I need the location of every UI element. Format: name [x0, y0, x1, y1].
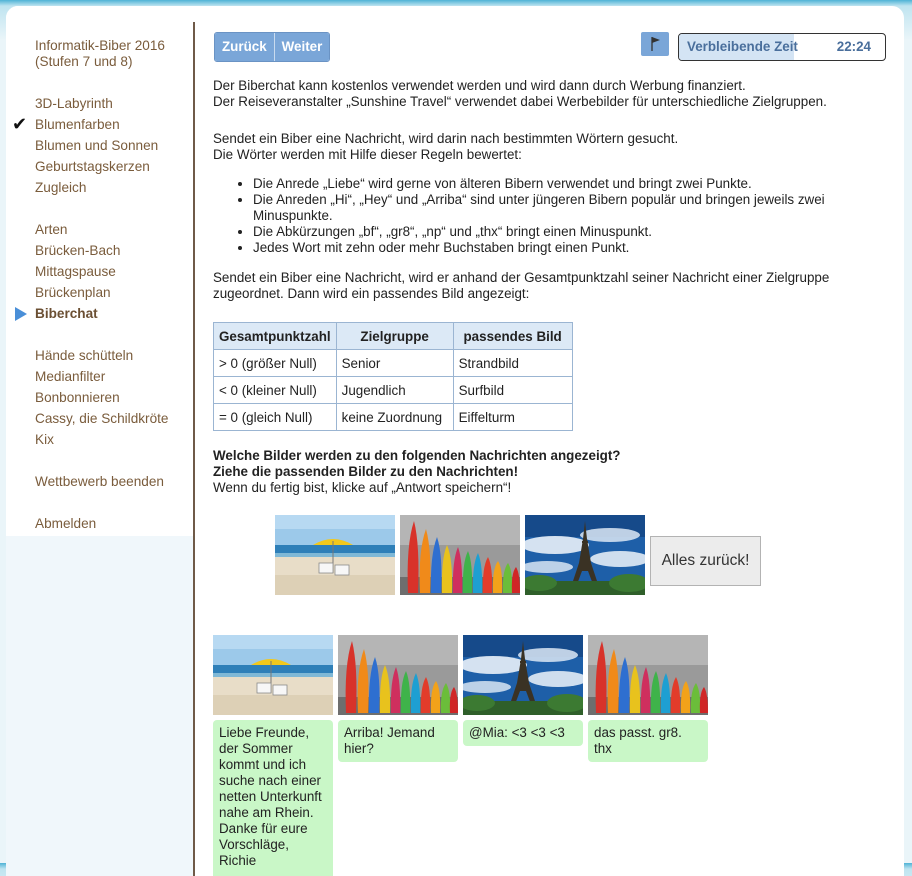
sidebar-item-bonbonnieren[interactable]: Bonbonnieren	[35, 390, 120, 405]
draggable-beach-image[interactable]	[275, 515, 395, 595]
surfboards-image	[588, 635, 708, 715]
rule-item: • Die Anreden „Hi“, „Hey“ und „Arriba“ sind unter jüngeren Bibern populär und bringen jeweils zwei Minuspunkte.	[253, 192, 876, 224]
sidebar-item-geburtstagskerzen[interactable]: Geburtstagskerzen	[35, 159, 150, 174]
sidebar-item-wettbewerb-beenden[interactable]: Wettbewerb beenden	[35, 474, 164, 489]
table-header: Gesamtpunktzahl	[214, 323, 337, 350]
sidebar-item-cassy-die-schildkröte[interactable]: Cassy, die Schildkröte	[35, 411, 169, 426]
table-cell: Strandbild	[453, 350, 572, 377]
intro-line: Der Biberchat kann kostenlos verwendet werden und wird dann durch Werbung finanziert.	[213, 78, 746, 93]
table-row	[214, 377, 573, 404]
table-cell: Senior	[336, 350, 453, 377]
table-header: passendes Bild	[453, 323, 572, 350]
surfboards-image	[400, 515, 520, 595]
app-frame	[6, 6, 904, 876]
sidebar-item-medianfilter[interactable]: Medianfilter	[35, 369, 106, 384]
sidebar-item-arten[interactable]: Arten	[35, 222, 68, 237]
table-row	[214, 404, 573, 431]
intro-text	[213, 78, 893, 110]
sidebar-item-brücken-bach[interactable]: Brücken-Bach	[35, 243, 121, 258]
next-button[interactable]: Weiter	[275, 33, 330, 61]
sidebar-item-kix[interactable]: Kix	[35, 432, 54, 447]
question-line: Ziehe die passenden Bilder zu den Nachrichten!	[213, 464, 519, 479]
message-2-bubble: Arriba! Jemand hier?	[338, 720, 458, 762]
eiffel-tower-image	[525, 515, 645, 595]
table-cell: Surfbild	[453, 377, 572, 404]
flag-button[interactable]	[641, 32, 669, 56]
intro-line: Der Reiseveranstalter „Sunshine Travel“ verwendet dabei Werbebilder für unterschiedliche Zielgruppen.	[213, 94, 827, 109]
assignment-text	[213, 270, 893, 302]
contest-title	[35, 38, 165, 70]
contest-title-line1: Informatik-Biber 2016	[35, 38, 165, 53]
table-cell: > 0 (größer Null)	[214, 350, 337, 377]
timer-value: 22:24	[836, 39, 871, 54]
sidebar-item-blumen-und-sonnen[interactable]: Blumen und Sonnen	[35, 138, 159, 153]
beach-image	[213, 635, 333, 715]
sidebar-item-blumenfarben[interactable]: Blumenfarben	[35, 117, 120, 132]
remaining-time	[678, 33, 886, 61]
surfboards-image	[338, 635, 458, 715]
sidebar-item-abmelden[interactable]: Abmelden	[35, 516, 97, 531]
rule-item: • Die Anrede „Liebe“ wird gerne von älteren Bibern verwendet und bringt zwei Punkte.	[253, 176, 876, 192]
rule-item: • Jedes Wort mit zehn oder mehr Buchstaben bringt einen Punkt.	[253, 240, 876, 256]
sidebar	[6, 6, 194, 536]
beach-image	[275, 515, 395, 595]
task-question	[213, 448, 893, 496]
sidebar-item-hände-schütteln[interactable]: Hände schütteln	[35, 348, 134, 363]
message-4-drop-image[interactable]	[588, 635, 708, 715]
eiffel-tower-image	[463, 635, 583, 715]
message-1-drop-image[interactable]	[213, 635, 333, 715]
contest-title-line2: (Stufen 7 und 8)	[35, 54, 133, 69]
assign-line: Sendet ein Biber eine Nachricht, wird er anhand der Gesamtpunktzahl seiner Nachricht einer Zielgruppe	[213, 270, 830, 285]
message-3-drop-image[interactable]	[463, 635, 583, 715]
table-header: Zielgruppe	[336, 323, 453, 350]
assign-line: zugeordnet. Dann wird ein passendes Bild angezeigt:	[213, 286, 530, 301]
message-1-bubble: Liebe Freunde, der Sommer kommt und ich suche nach einer netten Unterkunft nahe am Rhein. Danke für eure Vorschläge, Richie	[213, 720, 333, 876]
table-cell: = 0 (gleich Null)	[214, 404, 337, 431]
intro-line: Die Wörter werden mit Hilfe dieser Regeln bewertet:	[213, 147, 522, 162]
rules-list	[231, 176, 876, 256]
rule-item: • Die Abkürzungen „bf“, „gr8“, „np“ und „thx“ bringt einen Minuspunkt.	[253, 224, 876, 240]
sidebar-item-3d-labyrinth[interactable]: 3D-Labyrinth	[35, 96, 113, 111]
table-row	[214, 350, 573, 377]
table-header-row	[214, 323, 573, 350]
sidebar-divider	[193, 22, 195, 876]
current-task-arrow-icon	[15, 307, 27, 321]
reset-all-button[interactable]: Alles zurück!	[650, 536, 761, 586]
sidebar-item-zugleich[interactable]: Zugleich	[35, 180, 87, 195]
message-4-bubble: das passt. gr8. thx	[588, 720, 708, 762]
timer-label: Verbleibende Zeit	[687, 39, 798, 54]
draggable-eiffel-tower-image[interactable]	[525, 515, 645, 595]
back-button[interactable]: Zurück	[215, 33, 275, 61]
table-cell: Eiffelturm	[453, 404, 572, 431]
table-cell: keine Zuordnung	[336, 404, 453, 431]
score-table	[213, 322, 573, 431]
checkmark-icon: ✔	[12, 114, 28, 134]
sidebar-item-mittagspause[interactable]: Mittagspause	[35, 264, 116, 279]
table-cell: < 0 (kleiner Null)	[214, 377, 337, 404]
question-hint: Wenn du fertig bist, klicke auf „Antwort speichern“!	[213, 480, 512, 495]
draggable-surfboards-image[interactable]	[400, 515, 520, 595]
message-3-bubble: @Mia: <3 <3 <3	[463, 720, 583, 746]
message-2-drop-image[interactable]	[338, 635, 458, 715]
question-line: Welche Bilder werden zu den folgenden Nachrichten angezeigt?	[213, 448, 621, 463]
sidebar-item-brückenplan[interactable]: Brückenplan	[35, 285, 111, 300]
flag-icon	[641, 32, 669, 56]
sidebar-item-biberchat[interactable]: Biberchat	[35, 306, 98, 321]
sidebar-background	[6, 536, 194, 876]
rules-intro-text	[213, 131, 893, 163]
intro-line: Sendet ein Biber eine Nachricht, wird darin nach bestimmten Wörtern gesucht.	[213, 131, 679, 146]
nav-button-group	[214, 32, 330, 62]
table-cell: Jugendlich	[336, 377, 453, 404]
